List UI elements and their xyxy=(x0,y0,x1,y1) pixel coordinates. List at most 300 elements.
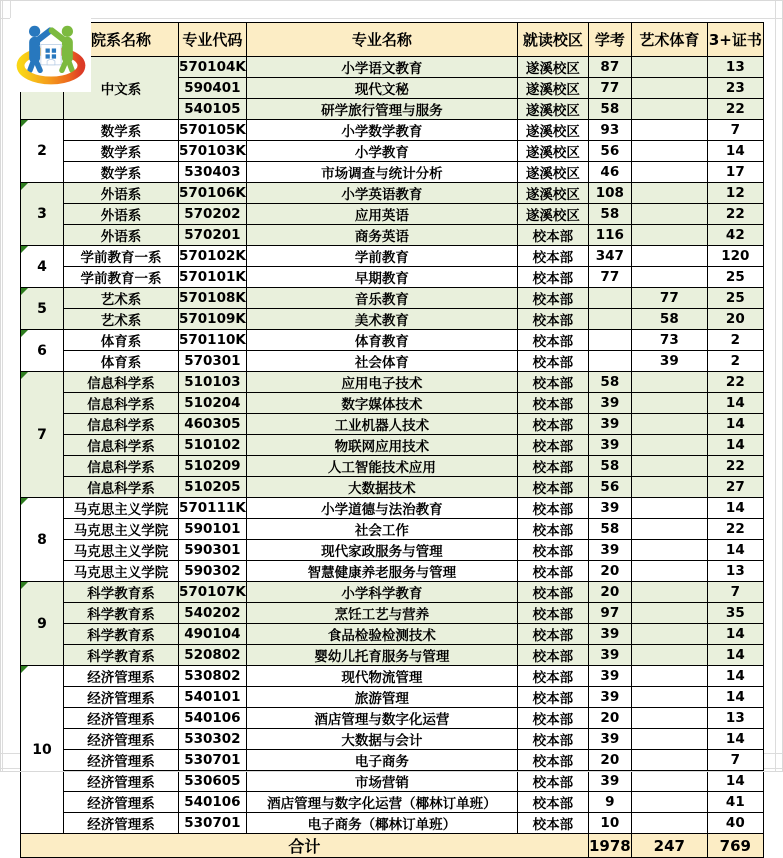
department-cell: 学前教育一系 xyxy=(64,267,179,288)
xuekao-score-cell: 39 xyxy=(588,540,631,561)
column-header-code: 专业代码 xyxy=(179,23,247,57)
cert-cell: 20 xyxy=(707,309,763,330)
arts-sports-cell xyxy=(631,729,707,750)
department-cell: 经济管理系 xyxy=(64,666,179,687)
department-cell: 艺术系 xyxy=(64,288,179,309)
blue-person-icon xyxy=(29,25,40,70)
major-code-cell: 590302 xyxy=(179,561,247,582)
campus-cell: 校本部 xyxy=(517,351,588,372)
xuekao-score-cell: 46 xyxy=(588,162,631,183)
column-header-xuekao: 学考 xyxy=(588,23,631,57)
table-row xyxy=(21,792,764,813)
major-name-cell: 小学英语教育 xyxy=(246,183,517,204)
xuekao-score-cell xyxy=(588,309,631,330)
department-cell: 经济管理系 xyxy=(64,708,179,729)
gridline-vertical xyxy=(775,0,776,772)
campus-cell: 校本部 xyxy=(517,624,588,645)
arts-sports-cell: 39 xyxy=(631,351,707,372)
xuekao-score-cell: 56 xyxy=(588,141,631,162)
major-name-cell: 体育教育 xyxy=(246,330,517,351)
department-cell: 马克思主义学院 xyxy=(64,519,179,540)
major-code-cell: 570108K xyxy=(179,288,247,309)
table-row xyxy=(21,771,764,792)
campus-cell: 校本部 xyxy=(517,582,588,603)
group-number-cell xyxy=(21,246,64,288)
campus-cell: 校本部 xyxy=(517,288,588,309)
major-name-cell: 市场营销 xyxy=(246,771,517,792)
arts-sports-cell: 77 xyxy=(631,288,707,309)
campus-cell: 校本部 xyxy=(517,225,588,246)
cert-cell: 14 xyxy=(707,729,763,750)
arts-sports-cell xyxy=(631,162,707,183)
xuekao-score-cell: 39 xyxy=(588,498,631,519)
department-cell: 信息科学系 xyxy=(64,372,179,393)
table-row xyxy=(21,813,764,834)
campus-cell: 校本部 xyxy=(517,750,588,771)
department-cell: 数学系 xyxy=(64,141,179,162)
cert-cell: 14 xyxy=(707,414,763,435)
department-cell: 信息科学系 xyxy=(64,393,179,414)
cert-cell: 27 xyxy=(707,477,763,498)
arts-sports-cell xyxy=(631,477,707,498)
xuekao-score-cell: 93 xyxy=(588,120,631,141)
major-name-cell: 现代家政服务与管理 xyxy=(246,540,517,561)
xuekao-score-cell: 56 xyxy=(588,477,631,498)
department-cell: 经济管理系 xyxy=(64,687,179,708)
major-code-cell: 530605 xyxy=(179,771,247,792)
table-row xyxy=(21,120,764,141)
department-cell: 马克思主义学院 xyxy=(64,540,179,561)
xuekao-score-cell: 20 xyxy=(588,750,631,771)
group-number: 7 xyxy=(37,426,47,443)
major-code-cell: 590301 xyxy=(179,540,247,561)
major-code-cell: 530701 xyxy=(179,750,247,771)
department-cell: 数学系 xyxy=(64,120,179,141)
major-name-cell: 应用英语 xyxy=(246,204,517,225)
department-cell: 外语系 xyxy=(64,183,179,204)
table-row xyxy=(21,477,764,498)
column-header-major: 专业名称 xyxy=(246,23,517,57)
major-name-cell: 小学数学教育 xyxy=(246,120,517,141)
major-name-cell: 小学教育 xyxy=(246,141,517,162)
table-row xyxy=(21,414,764,435)
campus-cell: 校本部 xyxy=(517,666,588,687)
campus-cell: 校本部 xyxy=(517,519,588,540)
group-number-cell xyxy=(21,330,64,372)
xuekao-score-cell: 39 xyxy=(588,624,631,645)
campus-cell: 遂溪校区 xyxy=(517,99,588,120)
cert-cell: 14 xyxy=(707,687,763,708)
group-number: 6 xyxy=(37,342,47,359)
major-name-cell: 商务英语 xyxy=(246,225,517,246)
xuekao-score-cell: 58 xyxy=(588,99,631,120)
gridline-vertical xyxy=(2,0,3,772)
major-code-cell: 570111K xyxy=(179,498,247,519)
department-cell: 经济管理系 xyxy=(64,750,179,771)
group-number: 2 xyxy=(37,143,47,159)
cert-cell: 35 xyxy=(707,603,763,624)
table-row xyxy=(21,267,764,288)
cell-flag-triangle xyxy=(21,288,28,295)
major-name-cell: 人工智能技术应用 xyxy=(246,456,517,477)
group-number: 9 xyxy=(37,615,47,632)
major-code-cell: 530802 xyxy=(179,666,247,687)
table-row xyxy=(21,645,764,666)
school-figures-house-logo xyxy=(10,18,91,92)
campus-cell: 遂溪校区 xyxy=(517,162,588,183)
campus-cell: 遂溪校区 xyxy=(517,78,588,99)
table-row xyxy=(21,393,764,414)
campus-cell: 遂溪校区 xyxy=(517,204,588,225)
table-row xyxy=(21,162,764,183)
department-cell: 信息科学系 xyxy=(64,477,179,498)
table-row xyxy=(21,687,764,708)
total-cert-cell: 769 xyxy=(707,834,763,858)
major-name-cell: 烹饪工艺与营养 xyxy=(246,603,517,624)
department-cell: 科学教育系 xyxy=(64,582,179,603)
xuekao-score-cell: 20 xyxy=(588,561,631,582)
major-code-cell: 570202 xyxy=(179,204,247,225)
major-name-cell: 社会体育 xyxy=(246,351,517,372)
arts-sports-cell xyxy=(631,267,707,288)
cert-cell: 7 xyxy=(707,750,763,771)
arts-sports-cell xyxy=(631,582,707,603)
table-body xyxy=(21,57,764,858)
total-row xyxy=(21,834,764,858)
table-row xyxy=(21,57,764,78)
total-label-cell: 合计 xyxy=(21,834,589,858)
green-person-icon xyxy=(61,25,72,70)
arts-sports-cell xyxy=(631,414,707,435)
table-row xyxy=(21,225,764,246)
major-code-cell: 520802 xyxy=(179,645,247,666)
arts-sports-cell xyxy=(631,372,707,393)
department-cell: 马克思主义学院 xyxy=(64,498,179,519)
major-name-cell: 市场调查与统计分析 xyxy=(246,162,517,183)
department-cell: 经济管理系 xyxy=(64,771,179,792)
department-cell: 体育系 xyxy=(64,351,179,372)
cert-cell: 41 xyxy=(707,792,763,813)
cert-cell: 22 xyxy=(707,519,763,540)
arts-sports-cell xyxy=(631,498,707,519)
xuekao-score-cell: 58 xyxy=(588,372,631,393)
campus-cell: 校本部 xyxy=(517,414,588,435)
cert-cell: 7 xyxy=(707,582,763,603)
major-code-cell: 510205 xyxy=(179,477,247,498)
department-cell: 经济管理系 xyxy=(64,729,179,750)
major-code-cell: 570301 xyxy=(179,351,247,372)
group-number-cell xyxy=(21,120,64,183)
department-cell: 艺术系 xyxy=(64,309,179,330)
group-number: 8 xyxy=(37,531,47,548)
arts-sports-cell xyxy=(631,141,707,162)
table-row xyxy=(21,288,764,309)
major-code-cell: 570110K xyxy=(179,330,247,351)
arts-sports-cell xyxy=(631,204,707,225)
table-row xyxy=(21,519,764,540)
table-row xyxy=(21,183,764,204)
campus-cell: 校本部 xyxy=(517,393,588,414)
campus-cell: 校本部 xyxy=(517,708,588,729)
major-code-cell: 460305 xyxy=(179,414,247,435)
xuekao-score-cell: 39 xyxy=(588,393,631,414)
cert-cell: 13 xyxy=(707,561,763,582)
table-row xyxy=(21,666,764,687)
arts-sports-cell xyxy=(631,225,707,246)
major-code-cell: 530701 xyxy=(179,813,247,834)
cert-cell: 13 xyxy=(707,708,763,729)
campus-cell: 校本部 xyxy=(517,603,588,624)
campus-cell: 校本部 xyxy=(517,309,588,330)
campus-cell: 校本部 xyxy=(517,435,588,456)
arts-sports-cell xyxy=(631,78,707,99)
arts-sports-cell xyxy=(631,771,707,792)
xuekao-score-cell: 39 xyxy=(588,645,631,666)
cert-cell: 23 xyxy=(707,78,763,99)
arts-sports-cell xyxy=(631,561,707,582)
xuekao-score-cell: 77 xyxy=(588,78,631,99)
cell-flag-triangle xyxy=(21,330,28,337)
group-number-cell xyxy=(21,498,64,582)
campus-cell: 校本部 xyxy=(517,771,588,792)
major-code-cell: 570101K xyxy=(179,267,247,288)
cert-cell: 2 xyxy=(707,351,763,372)
campus-cell: 校本部 xyxy=(517,687,588,708)
major-name-cell: 早期教育 xyxy=(246,267,517,288)
campus-cell: 校本部 xyxy=(517,540,588,561)
major-name-cell: 数字媒体技术 xyxy=(246,393,517,414)
department-cell: 中文系 xyxy=(64,57,179,120)
arts-sports-cell xyxy=(631,99,707,120)
arts-sports-cell xyxy=(631,792,707,813)
campus-cell: 校本部 xyxy=(517,330,588,351)
major-code-cell: 570104K xyxy=(179,57,247,78)
group-number: 10 xyxy=(32,741,52,758)
xuekao-score-cell: 9 xyxy=(588,792,631,813)
cert-cell: 14 xyxy=(707,771,763,792)
cert-cell: 22 xyxy=(707,99,763,120)
table-row xyxy=(21,750,764,771)
arts-sports-cell xyxy=(631,603,707,624)
arts-sports-cell xyxy=(631,540,707,561)
cert-cell: 22 xyxy=(707,456,763,477)
campus-cell: 校本部 xyxy=(517,645,588,666)
campus-cell: 校本部 xyxy=(517,267,588,288)
major-name-cell: 社会工作 xyxy=(246,519,517,540)
xuekao-score-cell: 77 xyxy=(588,267,631,288)
arts-sports-cell xyxy=(631,246,707,267)
xuekao-score-cell: 108 xyxy=(588,183,631,204)
xuekao-score-cell: 39 xyxy=(588,729,631,750)
cert-cell: 25 xyxy=(707,288,763,309)
total-xuekao-cell: 1978 xyxy=(588,834,631,858)
major-code-cell: 510204 xyxy=(179,393,247,414)
xuekao-score-cell: 10 xyxy=(588,813,631,834)
major-name-cell: 应用电子技术 xyxy=(246,372,517,393)
major-name-cell: 旅游管理 xyxy=(246,687,517,708)
major-code-cell: 540202 xyxy=(179,603,247,624)
major-name-cell: 现代物流管理 xyxy=(246,666,517,687)
cell-flag-triangle xyxy=(21,120,28,127)
major-code-cell: 490104 xyxy=(179,624,247,645)
table-row xyxy=(21,204,764,225)
campus-cell: 遂溪校区 xyxy=(517,57,588,78)
cert-cell: 120 xyxy=(707,246,763,267)
xuekao-score-cell: 39 xyxy=(588,666,631,687)
major-name-cell: 小学语文教育 xyxy=(246,57,517,78)
column-header-cert: 3+证书 xyxy=(707,23,763,57)
major-code-cell: 540106 xyxy=(179,708,247,729)
arts-sports-cell: 73 xyxy=(631,330,707,351)
cert-cell: 13 xyxy=(707,57,763,78)
arts-sports-cell xyxy=(631,456,707,477)
group-number: 5 xyxy=(37,300,47,317)
major-name-cell: 酒店管理与数字化运营 xyxy=(246,708,517,729)
campus-cell: 校本部 xyxy=(517,729,588,750)
column-header-arts: 艺术体育 xyxy=(631,23,707,57)
cert-cell: 17 xyxy=(707,162,763,183)
major-code-cell: 590401 xyxy=(179,78,247,99)
department-cell: 学前教育一系 xyxy=(64,246,179,267)
department-cell: 科学教育系 xyxy=(64,603,179,624)
arts-sports-cell xyxy=(631,708,707,729)
arts-sports-cell xyxy=(631,183,707,204)
major-name-cell: 现代文秘 xyxy=(246,78,517,99)
table-row xyxy=(21,372,764,393)
major-code-cell: 530403 xyxy=(179,162,247,183)
department-cell: 外语系 xyxy=(64,225,179,246)
major-code-cell: 540101 xyxy=(179,687,247,708)
cert-cell: 14 xyxy=(707,393,763,414)
major-name-cell: 音乐教育 xyxy=(246,288,517,309)
xuekao-score-cell: 58 xyxy=(588,204,631,225)
arts-sports-cell xyxy=(631,666,707,687)
cert-cell: 40 xyxy=(707,813,763,834)
gridline-vertical xyxy=(10,0,11,18)
group-number-cell xyxy=(21,666,64,834)
department-cell: 马克思主义学院 xyxy=(64,561,179,582)
department-cell: 体育系 xyxy=(64,330,179,351)
cell-flag-triangle xyxy=(21,498,28,505)
cert-cell: 42 xyxy=(707,225,763,246)
cert-cell: 22 xyxy=(707,204,763,225)
major-code-cell: 570103K xyxy=(179,141,247,162)
table-row xyxy=(21,582,764,603)
table-row xyxy=(21,498,764,519)
department-cell: 经济管理系 xyxy=(64,792,179,813)
major-name-cell: 大数据与会计 xyxy=(246,729,517,750)
cert-cell: 12 xyxy=(707,183,763,204)
cert-cell: 25 xyxy=(707,267,763,288)
group-number: 3 xyxy=(37,206,47,222)
major-name-cell: 小学科学教育 xyxy=(246,582,517,603)
campus-cell: 校本部 xyxy=(517,477,588,498)
arts-sports-cell xyxy=(631,393,707,414)
arts-sports-cell: 58 xyxy=(631,309,707,330)
xuekao-score-cell: 116 xyxy=(588,225,631,246)
table-row xyxy=(21,708,764,729)
arts-sports-cell xyxy=(631,624,707,645)
major-name-cell: 小学道德与法治教育 xyxy=(246,498,517,519)
major-name-cell: 酒店管理与数字化运营（椰林订单班） xyxy=(246,792,517,813)
campus-cell: 遂溪校区 xyxy=(517,183,588,204)
department-cell: 信息科学系 xyxy=(64,414,179,435)
major-name-cell: 智慧健康养老服务与管理 xyxy=(246,561,517,582)
campus-cell: 校本部 xyxy=(517,498,588,519)
major-code-cell: 510209 xyxy=(179,456,247,477)
xuekao-score-cell xyxy=(588,330,631,351)
cell-flag-triangle xyxy=(21,183,28,190)
xuekao-score-cell: 39 xyxy=(588,771,631,792)
major-code-cell: 530302 xyxy=(179,729,247,750)
table-row xyxy=(21,435,764,456)
table-header xyxy=(21,23,764,57)
table-row xyxy=(21,141,764,162)
cell-flag-triangle xyxy=(21,246,28,253)
major-name-cell: 学前教育 xyxy=(246,246,517,267)
campus-cell: 遂溪校区 xyxy=(517,120,588,141)
table-row xyxy=(21,624,764,645)
table-row xyxy=(21,603,764,624)
major-code-cell: 570102K xyxy=(179,246,247,267)
group-number-cell xyxy=(21,582,64,666)
major-name-cell: 婴幼儿托育服务与管理 xyxy=(246,645,517,666)
campus-cell: 校本部 xyxy=(517,561,588,582)
cert-cell: 14 xyxy=(707,666,763,687)
arts-sports-cell xyxy=(631,645,707,666)
total-arts-cell: 247 xyxy=(631,834,707,858)
department-cell: 经济管理系 xyxy=(64,813,179,834)
table-row xyxy=(21,540,764,561)
department-cell: 数学系 xyxy=(64,162,179,183)
table-row xyxy=(21,729,764,750)
cert-cell: 14 xyxy=(707,435,763,456)
xuekao-score-cell: 39 xyxy=(588,414,631,435)
column-header-campus: 就读校区 xyxy=(517,23,588,57)
table-row xyxy=(21,351,764,372)
xuekao-score-cell: 39 xyxy=(588,435,631,456)
xuekao-score-cell: 97 xyxy=(588,603,631,624)
department-cell: 信息科学系 xyxy=(64,456,179,477)
major-code-cell: 570105K xyxy=(179,120,247,141)
major-name-cell: 电子商务 xyxy=(246,750,517,771)
arts-sports-cell xyxy=(631,57,707,78)
major-code-cell: 540106 xyxy=(179,792,247,813)
campus-cell: 校本部 xyxy=(517,792,588,813)
admissions-table xyxy=(20,22,764,858)
department-cell: 外语系 xyxy=(64,204,179,225)
major-name-cell: 物联网应用技术 xyxy=(246,435,517,456)
campus-cell: 校本部 xyxy=(517,456,588,477)
arts-sports-cell xyxy=(631,750,707,771)
header-row xyxy=(21,23,764,57)
major-code-cell: 570106K xyxy=(179,183,247,204)
major-name-cell: 研学旅行管理与服务 xyxy=(246,99,517,120)
group-number: 4 xyxy=(37,258,47,275)
cell-flag-triangle xyxy=(21,666,28,673)
arts-sports-cell xyxy=(631,813,707,834)
table-row xyxy=(21,330,764,351)
cell-flag-triangle xyxy=(21,582,28,589)
campus-cell: 校本部 xyxy=(517,813,588,834)
xuekao-score-cell: 20 xyxy=(588,708,631,729)
group-number-cell xyxy=(21,183,64,246)
major-code-cell: 510103 xyxy=(179,372,247,393)
xuekao-score-cell: 87 xyxy=(588,57,631,78)
major-name-cell: 电子商务（椰林订单班） xyxy=(246,813,517,834)
cert-cell: 14 xyxy=(707,624,763,645)
cert-cell: 14 xyxy=(707,540,763,561)
